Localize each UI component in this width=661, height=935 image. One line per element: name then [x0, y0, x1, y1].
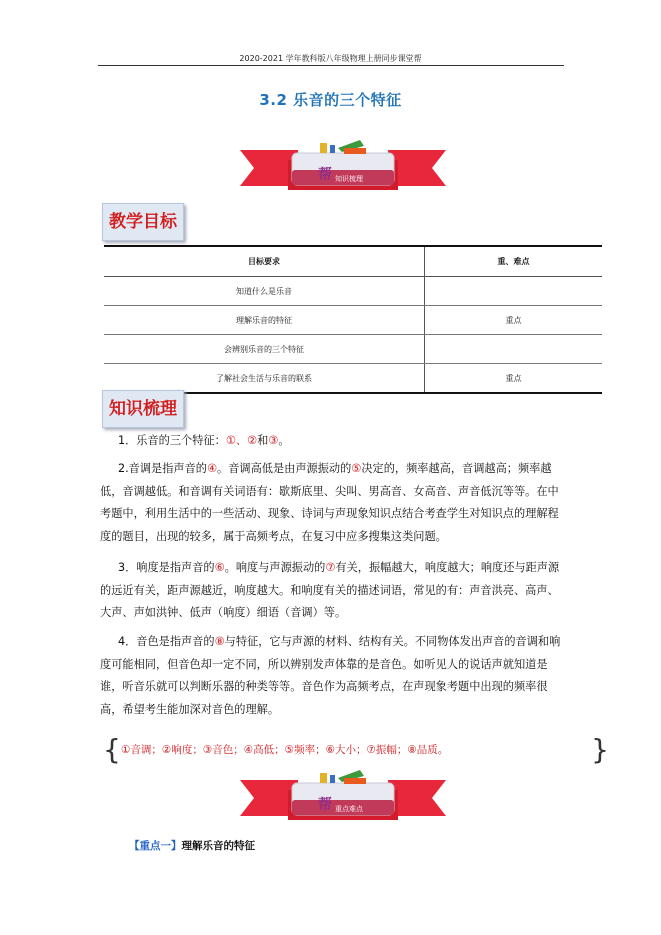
blank-8: ⑧	[214, 635, 225, 648]
keypoint-text: 理解乐音的特征	[181, 840, 255, 852]
page-header: 2020-2021 学年教科版八年级物理上册同步课堂帮	[239, 54, 422, 63]
paragraph-3: 3．响度是指声音的⑥。响度与声源振动的⑦有关，振幅越大，响度越大；响度还与距声源的远近有关，距声源越近，响度越大。和响度有关的描述词语，常见的有：声音洪亮、高声、大声、声如洪钟、低声（响度）细语（音调）等。	[100, 561, 560, 619]
ribbon-banner-keypoints	[238, 768, 448, 828]
ribbon-graphic	[238, 138, 448, 198]
blank-5: ⑤	[351, 462, 362, 475]
table-row	[104, 306, 602, 335]
blank-2: ②	[247, 434, 258, 447]
table-row	[104, 364, 602, 394]
table-cell: 重点	[425, 364, 603, 394]
ribbon-label: 知识梳理	[335, 175, 363, 183]
table-cell: 重点	[425, 306, 603, 335]
ribbon-glyph: 帮	[318, 797, 332, 813]
blank-6: ⑥	[214, 561, 225, 574]
keypoint-heading	[129, 838, 255, 853]
table-header-row	[104, 246, 602, 277]
table-header: 目标要求	[104, 246, 425, 277]
paragraph-4: 4．音色是指声音的⑧与特征，它与声源的材料、结构有关。不同物体发出声音的音调和响度可能相同，但音色却一定不同，所以辨别发声体靠的是音色。如听见人的说话声就知道是谁，听音乐就可以判断乐器的种类等等。音色作为高频考点，在声现象考题中出现的频率很高，希望考生能加深对音色的理解。	[100, 635, 561, 716]
keypoint-tag: 【重点一】	[129, 840, 182, 852]
table-cell: 了解社会生活与乐音的联系	[104, 364, 425, 394]
ribbon-label: 重点难点	[335, 805, 363, 813]
header-rule	[98, 65, 564, 66]
paragraph-1: 1．乐音的三个特征：①、②和③。	[118, 434, 290, 447]
ribbon-glyph: 帮	[318, 167, 332, 183]
answer-text: ①音调；②响度；③音色；④高低；⑤频率；⑥大小；⑦振幅；⑧品质。	[121, 744, 449, 756]
blank-1: ①	[225, 434, 236, 447]
left-brace-icon: {	[103, 733, 121, 766]
table-header: 重、难点	[425, 246, 603, 277]
blank-4: ④	[207, 462, 218, 475]
section-heading-objectives: 教学目标	[102, 203, 184, 241]
table-cell: 理解乐音的特征	[104, 306, 425, 335]
table-cell: 知道什么是乐音	[104, 277, 425, 306]
blank-3: ③	[268, 434, 279, 447]
section-heading-knowledge: 知识梳理	[102, 390, 184, 428]
answer-box	[103, 733, 609, 769]
paragraph-2: 2.音调是指声音的④。音调高低是由声源振动的⑤决定的，频率越高，音调越高；频率越低，音调越低。和音调有关词语有：歇斯底里、尖叫、男高音、女高音、声音低沉等等。在中考题中，利用生活中的一些活动、现象、诗词与声现象知识点结合考查学生对知识点的理解程度的题目，出现的较多，属于高频考点，在复习中应多搜集这类问题。	[100, 462, 559, 543]
ribbon-graphic	[238, 768, 448, 828]
table-row	[104, 335, 602, 364]
blank-7: ⑦	[325, 561, 336, 574]
table-cell	[425, 277, 603, 306]
objectives-table	[104, 245, 602, 394]
table-cell	[425, 335, 603, 364]
table-cell: 会辨别乐音的三个特征	[104, 335, 425, 364]
page-title: 3.2 乐音的三个特征	[259, 91, 402, 109]
right-brace-icon: }	[591, 733, 609, 766]
ribbon-banner-knowledge	[238, 138, 448, 198]
table-row	[104, 277, 602, 306]
